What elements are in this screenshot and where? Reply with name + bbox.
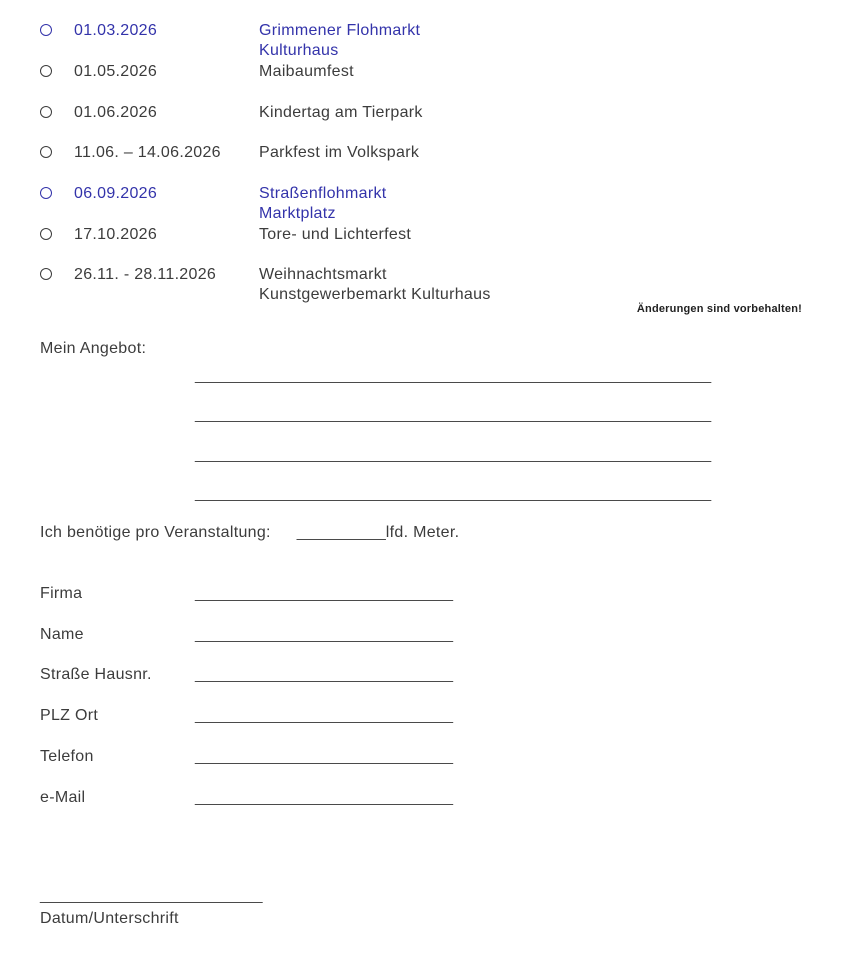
event-bullet-cell	[40, 265, 74, 280]
circle-checkbox-icon[interactable]	[40, 106, 52, 118]
circle-checkbox-icon[interactable]	[40, 65, 52, 77]
circle-checkbox-icon[interactable]	[40, 24, 52, 36]
field-blank-name[interactable]: _____________________________	[195, 626, 454, 643]
offer-blank-line[interactable]: __________________________________________________________	[195, 406, 712, 423]
event-title-block	[259, 184, 387, 224]
event-date: 11.06. – 14.06.2026	[74, 144, 221, 161]
event-row	[40, 21, 420, 61]
offer-blank-line[interactable]: __________________________________________________________	[195, 485, 712, 502]
event-bullet-cell	[40, 62, 74, 77]
event-title: Tore- und Lichterfest	[259, 226, 412, 243]
field-label: PLZ Ort	[40, 707, 99, 724]
event-title: Maibaumfest	[259, 63, 354, 80]
field-blank-email[interactable]: _____________________________	[195, 789, 454, 806]
offer-heading: Mein Angebot:	[40, 340, 147, 357]
event-row	[40, 143, 419, 163]
event-bullet-cell	[40, 21, 74, 36]
event-row	[40, 265, 491, 305]
meters-blank-field[interactable]: __________	[296, 524, 386, 541]
offer-blank-line[interactable]: __________________________________________________________	[195, 446, 712, 463]
event-row	[40, 184, 387, 224]
field-blank-telefon[interactable]: _____________________________	[195, 748, 454, 765]
event-row	[40, 103, 423, 123]
event-title: Straßenflohmarkt	[259, 185, 387, 202]
field-row-strasse-hausnr	[40, 666, 453, 684]
event-title-block	[259, 225, 411, 245]
circle-checkbox-icon[interactable]	[40, 228, 52, 240]
field-row-firma	[40, 585, 453, 603]
event-bullet-cell	[40, 184, 74, 199]
signature-label: Datum/Unterschrift	[40, 910, 179, 927]
event-title: Weihnachtsmarkt	[259, 266, 387, 283]
meters-row	[40, 524, 459, 542]
event-date: 01.06.2026	[74, 104, 158, 121]
event-title: Parkfest im Volkspark	[259, 144, 420, 161]
disclaimer-note: Änderungen sind vorbehalten!	[636, 303, 802, 315]
meters-label: Ich benötige pro Veranstaltung:	[40, 524, 271, 541]
event-date: 26.11. - 28.11.2026	[74, 266, 217, 283]
signature-blank-line[interactable]: _________________________	[40, 887, 263, 904]
offer-blank-line[interactable]: __________________________________________________________	[195, 367, 712, 384]
field-blank-plz-ort[interactable]: _____________________________	[195, 707, 454, 724]
event-bullet-cell	[40, 103, 74, 118]
event-date: 06.09.2026	[74, 185, 158, 202]
event-title: Grimmener Flohmarkt	[259, 22, 421, 39]
meters-unit: lfd. Meter.	[385, 524, 460, 541]
event-bullet-cell	[40, 143, 74, 158]
event-date: 01.03.2026	[74, 22, 158, 39]
field-row-plz-ort	[40, 707, 453, 725]
event-bullet-cell	[40, 225, 74, 240]
circle-checkbox-icon[interactable]	[40, 187, 52, 199]
field-row-telefon	[40, 748, 453, 766]
event-title-block	[259, 143, 419, 163]
field-blank-strasse-hausnr[interactable]: _____________________________	[195, 666, 454, 683]
field-label: Telefon	[40, 748, 94, 765]
event-title-block	[259, 62, 354, 82]
circle-checkbox-icon[interactable]	[40, 146, 52, 158]
event-subtitle: Marktplatz	[259, 205, 336, 222]
event-title: Kindertag am Tierpark	[259, 104, 423, 121]
event-date: 17.10.2026	[74, 226, 158, 243]
field-label: Straße Hausnr.	[40, 666, 152, 683]
event-row	[40, 62, 354, 82]
event-title-block	[259, 21, 420, 61]
field-label: Name	[40, 626, 84, 643]
event-date: 01.05.2026	[74, 63, 158, 80]
event-title-block	[259, 103, 423, 123]
field-row-name	[40, 626, 453, 644]
event-subtitle: Kulturhaus	[259, 42, 339, 59]
field-blank-firma[interactable]: _____________________________	[195, 585, 454, 602]
field-label: e-Mail	[40, 789, 86, 806]
field-row-email	[40, 789, 453, 807]
event-subtitle: Kunstgewerbemarkt Kulturhaus	[259, 286, 491, 303]
event-title-block	[259, 265, 491, 305]
field-label: Firma	[40, 585, 83, 602]
event-row	[40, 225, 411, 245]
circle-checkbox-icon[interactable]	[40, 268, 52, 280]
